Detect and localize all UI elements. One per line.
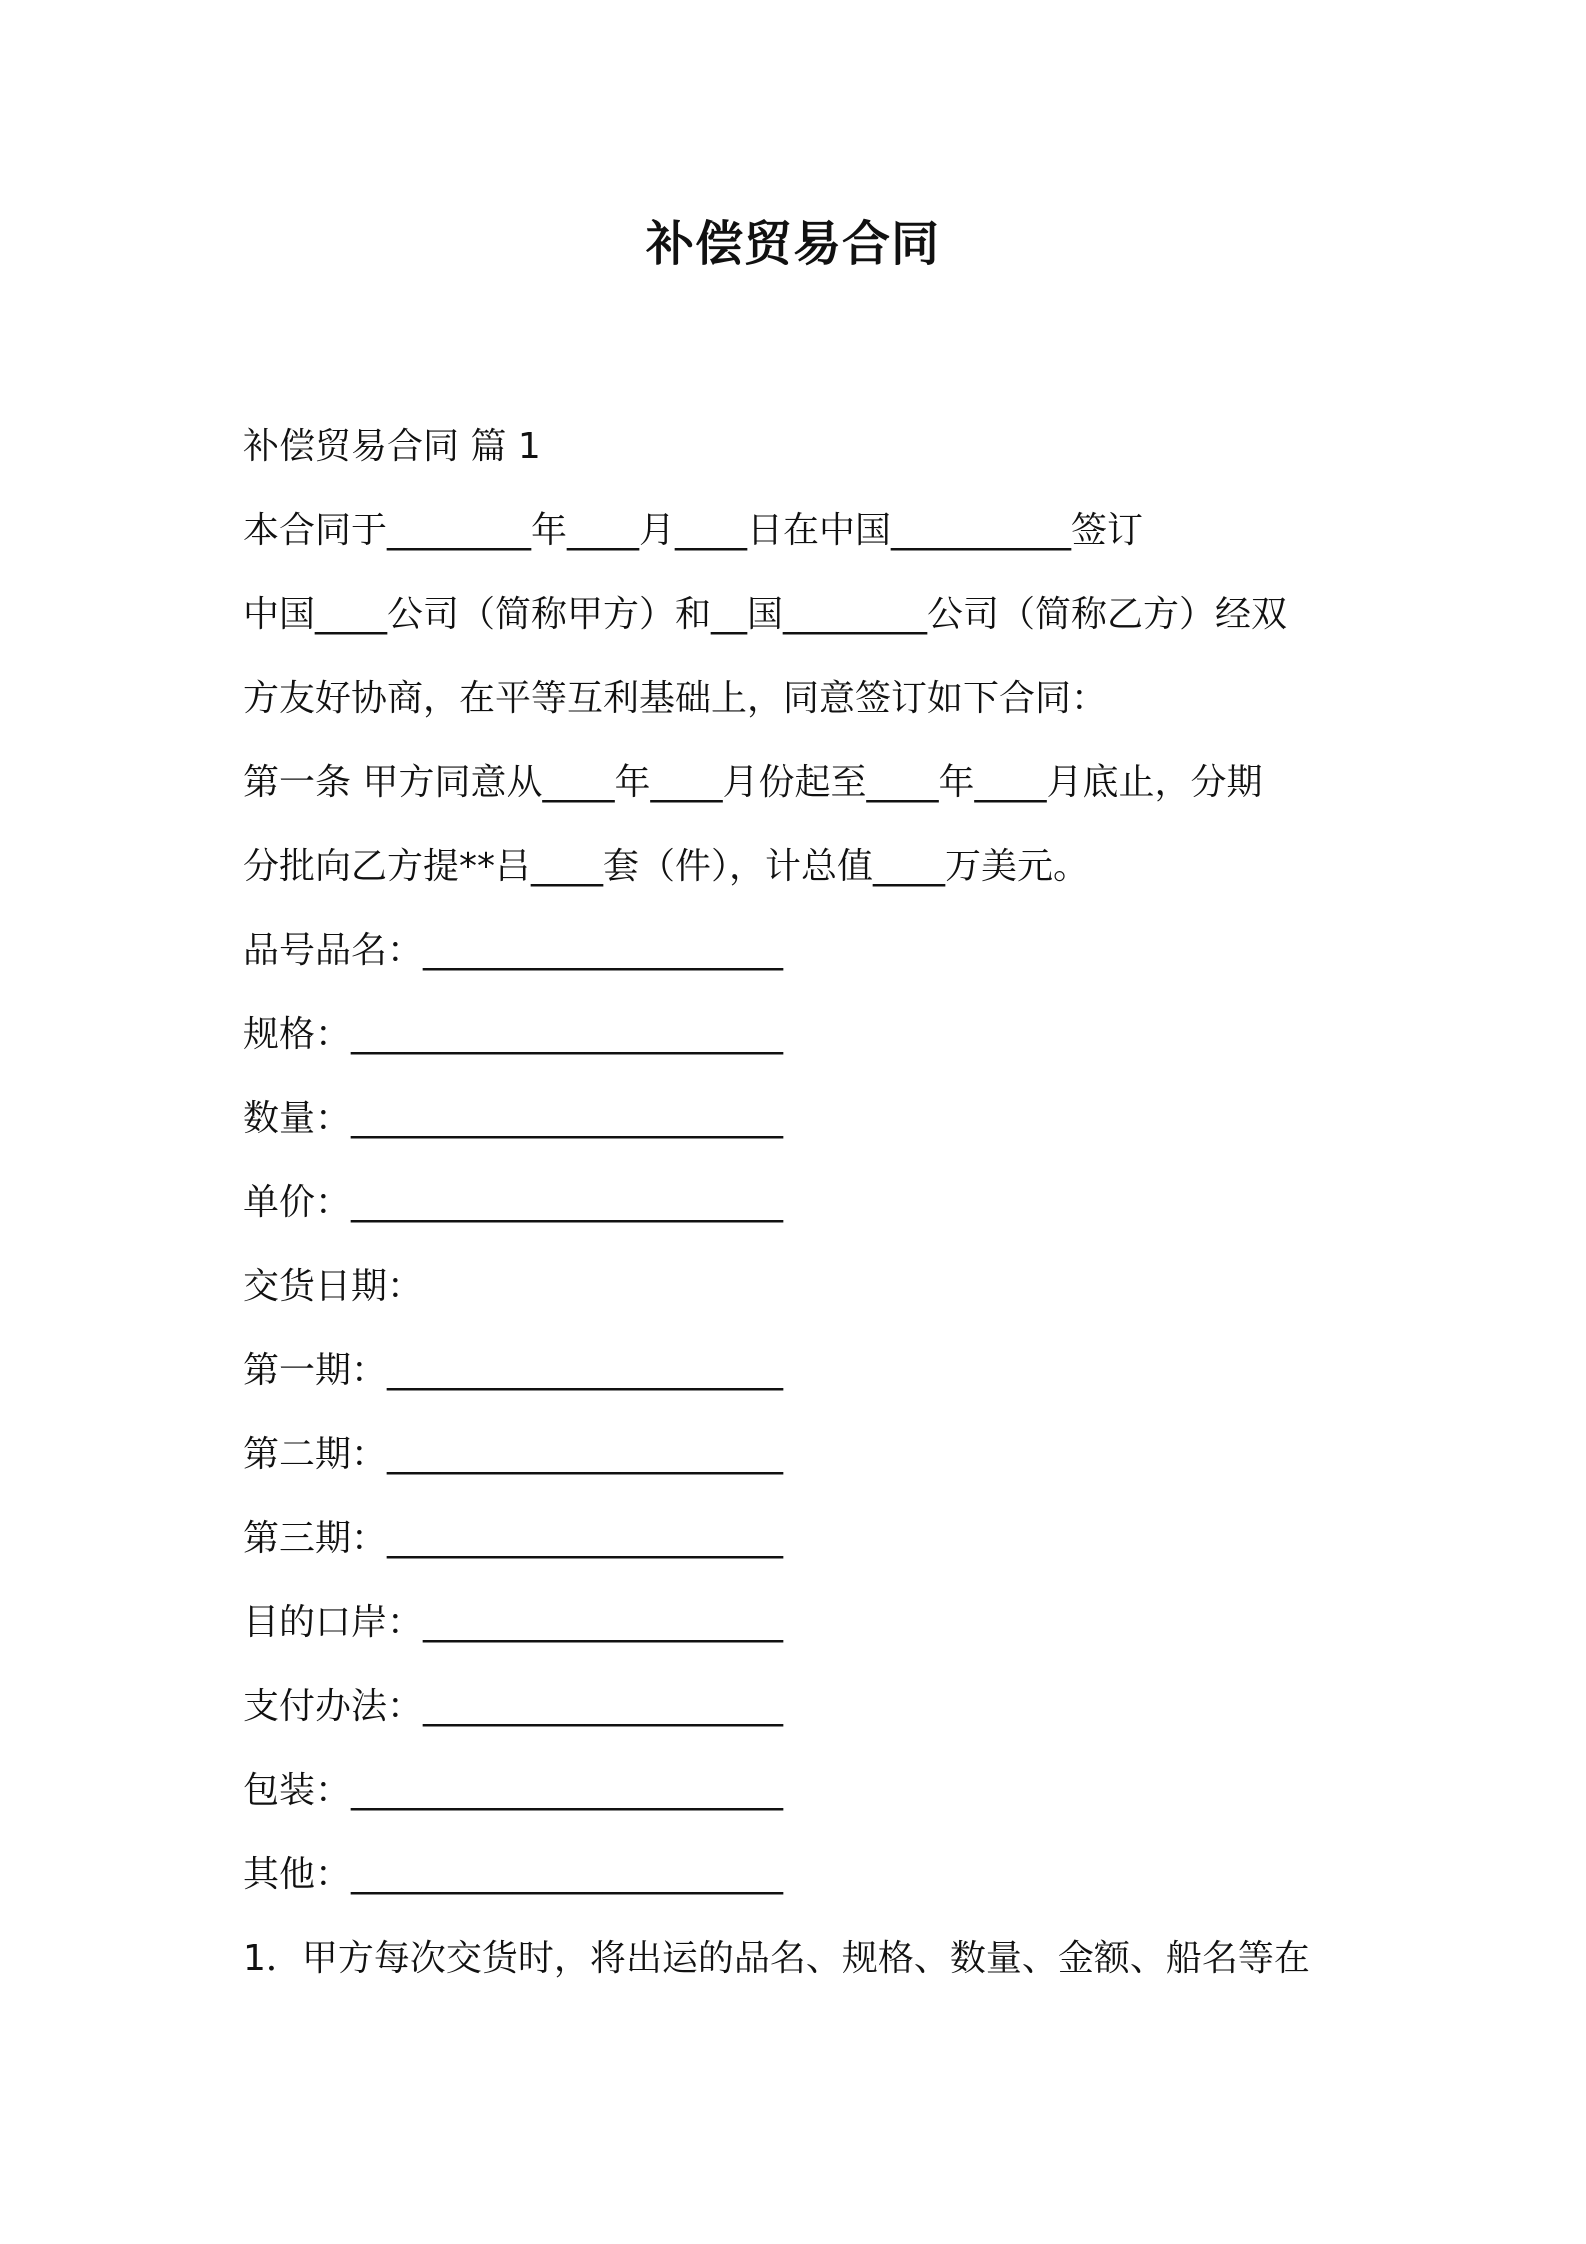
document-title: 补偿贸易合同 (645, 216, 940, 272)
form-label-delivery-date: 交货日期： (243, 1266, 424, 1307)
form-field-packing: 包装：________________________ (243, 1770, 784, 1811)
paragraph-line: 方友好协商，在平等互利基础上，同意签订如下合同： (243, 678, 1108, 719)
form-field-phase-3: 第三期：______________________ (243, 1518, 784, 1559)
paragraph-line: 中国____公司（简称甲方）和__国________公司（简称乙方）经双 (243, 594, 1288, 635)
form-field-product-name: 品号品名：____________________ (243, 930, 784, 971)
form-field-payment-method: 支付办法：____________________ (243, 1686, 784, 1727)
form-field-phase-2: 第二期：______________________ (243, 1434, 784, 1475)
article-line: 第一条 甲方同意从____年____月份起至____年____月底止，分期 (243, 762, 1263, 803)
form-field-other: 其他：________________________ (243, 1854, 784, 1895)
numbered-clause: 1．甲方每次交货时，将出运的品名、规格、数量、金额、船名等在 (243, 1938, 1310, 1979)
form-field-unit-price: 单价：________________________ (243, 1182, 784, 1223)
form-field-quantity: 数量：________________________ (243, 1098, 784, 1139)
form-field-phase-1: 第一期：______________________ (243, 1350, 784, 1391)
form-field-specification: 规格：________________________ (243, 1014, 784, 1055)
section-heading: 补偿贸易合同 篇 1 (243, 426, 541, 467)
paragraph-line: 本合同于________年____月____日在中国__________签订 (243, 510, 1144, 551)
article-line: 分批向乙方提**吕____套（件），计总值____万美元。 (243, 846, 1090, 887)
document-body (243, 405, 1373, 2001)
form-field-destination-port: 目的口岸：____________________ (243, 1602, 784, 1643)
